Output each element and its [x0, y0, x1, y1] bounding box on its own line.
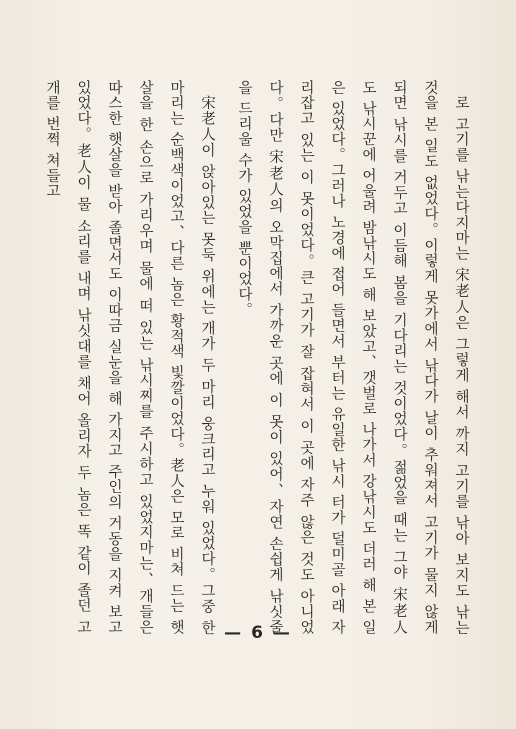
paragraph-1: 로 고기를 낚는다지마는 宋老人은 그렇게 해서 까지 고기를 낚아 보지도 낚는 것을 본 일도 없었다。이렇게 못가에서 낚다가 날이 추워져서 고기가 물지 않게 되면 낚시를 거두고 이듬해 봄을 기다리는 것이었다。젊었을 때는 그야 宋老人도 낚시꾼에 어울려 밤낚시도 해 보았고、갯벌로 나가서 강낚시도 더러 해 본 일은 있었다。그러나 노경에 접어 들면서 부터는 유일한 낚시 터가 덜미골 아래 자리잡고 있는 이 못이었다。큰 고기가 잘 잡혀서 이 곳에 자주 않은 것도 아니었다。다만 宋老人의 오막집에서 가까운 곳에 이 못이 있어、자연 손쉽게 낚싯줄을 드리울 수가 있었을 뿐이었다。: [236, 80, 469, 635]
paragraph-2: 宋老人이 앉아있는 못둑 위에는 개가 두 마리 웅크리고 누워 있었다。그중 한 마리는 순백색이었고、다른 놈은 황적색 빛깔이었다。老人은 모로 비쳐 드는 햇살을 한 손으로 가리우며 물에 떠 있는 낚시찌를 주시하고 있었지마는、개들은 따스한 햇살을 받아 졸면서도 이따금 실눈을 해 가지고 주인의 거동을 지켜 보고 있었다。老人이 물 소리를 내며 낚싯대를 채어 올리자 두 놈은 똑 같이 졸던 고개를 번쩍 쳐들고: [44, 80, 215, 635]
page-number: — 6 —: [224, 623, 292, 643]
body-text: [40, 80, 476, 635]
